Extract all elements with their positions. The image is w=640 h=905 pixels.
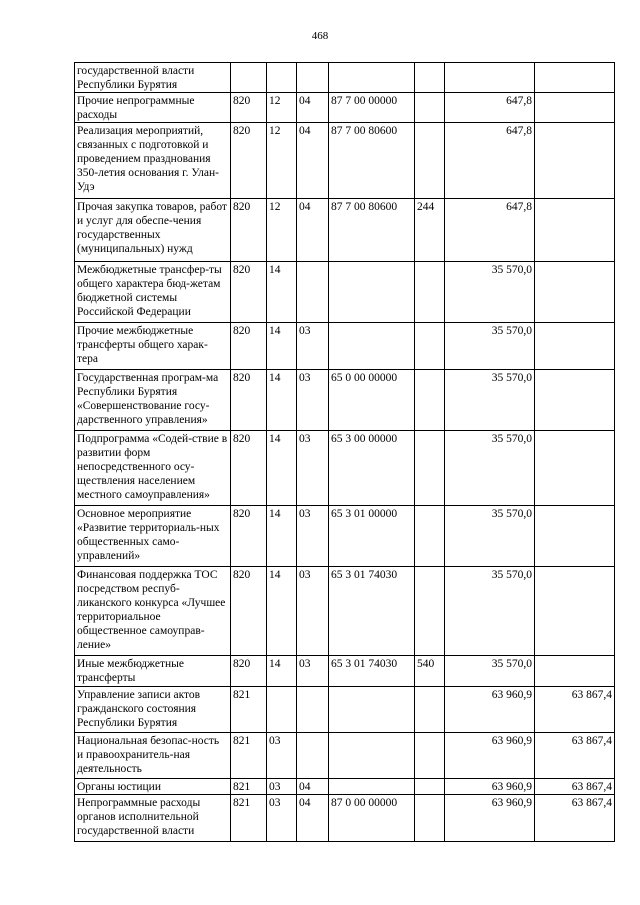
section-code-cell: 12 xyxy=(267,199,297,262)
amount-year-1-cell: 35 570,0 xyxy=(445,506,535,567)
expense-type-code-cell xyxy=(415,63,445,93)
expense-type-code-cell xyxy=(415,370,445,431)
expense-name-cell: Реализация мероприятий, связанных с подготовкой и проведением празднования 350-летия основания г. Улан-Удэ xyxy=(75,123,231,199)
subsection-code-cell: 04 xyxy=(297,779,329,795)
target-item-code-cell xyxy=(329,262,415,323)
amount-year-2-cell xyxy=(535,93,615,123)
amount-year-1-cell: 647,8 xyxy=(445,93,535,123)
ministry-code-cell: 821 xyxy=(231,795,267,842)
expense-name-cell: Иные межбюджетные трансферты xyxy=(75,656,231,687)
ministry-code-cell: 820 xyxy=(231,370,267,431)
ministry-code-cell: 820 xyxy=(231,262,267,323)
target-item-code-cell xyxy=(329,63,415,93)
subsection-code-cell: 04 xyxy=(297,93,329,123)
section-code-cell xyxy=(267,687,297,733)
subsection-code-cell: 03 xyxy=(297,567,329,656)
section-code-cell: 14 xyxy=(267,262,297,323)
section-code-cell: 03 xyxy=(267,795,297,842)
table-row xyxy=(75,63,615,93)
expense-type-code-cell xyxy=(415,687,445,733)
amount-year-2-cell xyxy=(535,199,615,262)
table-row xyxy=(75,323,615,370)
section-code-cell: 14 xyxy=(267,506,297,567)
target-item-code-cell: 87 7 00 00000 xyxy=(329,93,415,123)
amount-year-2-cell xyxy=(535,323,615,370)
amount-year-1-cell: 35 570,0 xyxy=(445,370,535,431)
amount-year-2-cell xyxy=(535,567,615,656)
ministry-code-cell: 820 xyxy=(231,656,267,687)
table-row xyxy=(75,93,615,123)
table-row xyxy=(75,370,615,431)
subsection-code-cell xyxy=(297,733,329,779)
amount-year-2-cell: 63 867,4 xyxy=(535,687,615,733)
amount-year-1-cell: 35 570,0 xyxy=(445,323,535,370)
ministry-code-cell: 821 xyxy=(231,733,267,779)
target-item-code-cell xyxy=(329,323,415,370)
section-code-cell xyxy=(267,63,297,93)
expense-type-code-cell xyxy=(415,323,445,370)
expense-type-code-cell xyxy=(415,431,445,506)
table-row xyxy=(75,779,615,795)
table-row xyxy=(75,656,615,687)
amount-year-2-cell: 63 867,4 xyxy=(535,733,615,779)
amount-year-1-cell: 647,8 xyxy=(445,199,535,262)
target-item-code-cell: 65 3 01 74030 xyxy=(329,567,415,656)
amount-year-2-cell: 63 867,4 xyxy=(535,795,615,842)
table-row xyxy=(75,733,615,779)
ministry-code-cell: 820 xyxy=(231,431,267,506)
table-row xyxy=(75,795,615,842)
table-row xyxy=(75,687,615,733)
target-item-code-cell: 65 3 00 00000 xyxy=(329,431,415,506)
amount-year-2-cell xyxy=(535,262,615,323)
expense-type-code-cell xyxy=(415,567,445,656)
amount-year-2-cell xyxy=(535,656,615,687)
expense-type-code-cell xyxy=(415,123,445,199)
section-code-cell: 03 xyxy=(267,733,297,779)
section-code-cell: 12 xyxy=(267,123,297,199)
subsection-code-cell: 03 xyxy=(297,656,329,687)
amount-year-1-cell: 35 570,0 xyxy=(445,262,535,323)
expense-name-cell: Прочие непрограммные расходы xyxy=(75,93,231,123)
expense-type-code-cell xyxy=(415,795,445,842)
expense-name-cell: Основное мероприятие «Развитие территориаль-ных общественных само-управлений» xyxy=(75,506,231,567)
table-row xyxy=(75,199,615,262)
expense-type-code-cell xyxy=(415,93,445,123)
ministry-code-cell: 820 xyxy=(231,506,267,567)
amount-year-2-cell xyxy=(535,431,615,506)
target-item-code-cell: 87 7 00 80600 xyxy=(329,123,415,199)
expense-type-code-cell xyxy=(415,262,445,323)
expense-name-cell: Национальная безопас-ность и правоохранитель-ная деятельность xyxy=(75,733,231,779)
target-item-code-cell: 87 7 00 80600 xyxy=(329,199,415,262)
amount-year-1-cell: 35 570,0 xyxy=(445,567,535,656)
target-item-code-cell: 65 3 01 00000 xyxy=(329,506,415,567)
expense-name-cell: государственной власти Республики Бурятия xyxy=(75,63,231,93)
ministry-code-cell: 821 xyxy=(231,779,267,795)
ministry-code-cell: 820 xyxy=(231,323,267,370)
amount-year-2-cell: 63 867,4 xyxy=(535,779,615,795)
amount-year-1-cell: 647,8 xyxy=(445,123,535,199)
expense-name-cell: Государственная програм-ма Республики Бурятия «Совершенствование госу-дарственного управления» xyxy=(75,370,231,431)
amount-year-1-cell: 63 960,9 xyxy=(445,687,535,733)
section-code-cell: 14 xyxy=(267,567,297,656)
target-item-code-cell: 65 0 00 00000 xyxy=(329,370,415,431)
expense-name-cell: Межбюджетные трансфер-ты общего характера бюд-жетам бюджетной системы Российской Федерации xyxy=(75,262,231,323)
budget-table xyxy=(74,62,615,842)
subsection-code-cell: 04 xyxy=(297,123,329,199)
subsection-code-cell: 04 xyxy=(297,199,329,262)
expense-type-code-cell: 244 xyxy=(415,199,445,262)
subsection-code-cell: 03 xyxy=(297,370,329,431)
ministry-code-cell: 820 xyxy=(231,567,267,656)
expense-name-cell: Прочие межбюджетные трансферты общего харак-тера xyxy=(75,323,231,370)
expense-type-code-cell xyxy=(415,733,445,779)
section-code-cell: 14 xyxy=(267,323,297,370)
amount-year-1-cell: 63 960,9 xyxy=(445,795,535,842)
expense-type-code-cell xyxy=(415,779,445,795)
expense-type-code-cell: 540 xyxy=(415,656,445,687)
subsection-code-cell xyxy=(297,687,329,733)
target-item-code-cell: 87 0 00 00000 xyxy=(329,795,415,842)
ministry-code-cell: 820 xyxy=(231,199,267,262)
amount-year-2-cell xyxy=(535,370,615,431)
amount-year-1-cell: 63 960,9 xyxy=(445,733,535,779)
ministry-code-cell: 820 xyxy=(231,123,267,199)
amount-year-2-cell xyxy=(535,63,615,93)
page-number: 468 xyxy=(311,30,329,42)
section-code-cell: 14 xyxy=(267,370,297,431)
subsection-code-cell: 03 xyxy=(297,431,329,506)
subsection-code-cell: 03 xyxy=(297,323,329,370)
table-row xyxy=(75,262,615,323)
table-row xyxy=(75,567,615,656)
subsection-code-cell: 04 xyxy=(297,795,329,842)
expense-name-cell: Прочая закупка товаров, работ и услуг для обеспе-чения государственных (муниципальных) нужд xyxy=(75,199,231,262)
budget-table-body xyxy=(75,63,615,842)
section-code-cell: 03 xyxy=(267,779,297,795)
table-row xyxy=(75,431,615,506)
table-row xyxy=(75,123,615,199)
ministry-code-cell: 821 xyxy=(231,687,267,733)
target-item-code-cell xyxy=(329,733,415,779)
ministry-code-cell: 820 xyxy=(231,93,267,123)
amount-year-1-cell: 35 570,0 xyxy=(445,431,535,506)
expense-name-cell: Управление записи актов гражданского состояния Республики Бурятия xyxy=(75,687,231,733)
target-item-code-cell: 65 3 01 74030 xyxy=(329,656,415,687)
subsection-code-cell: 03 xyxy=(297,506,329,567)
section-code-cell: 12 xyxy=(267,93,297,123)
section-code-cell: 14 xyxy=(267,656,297,687)
target-item-code-cell xyxy=(329,687,415,733)
target-item-code-cell xyxy=(329,779,415,795)
expense-name-cell: Финансовая поддержка ТОС посредством респуб-ликанского конкурса «Лучшее территориальное общественное самоуправ-ление» xyxy=(75,567,231,656)
ministry-code-cell xyxy=(231,63,267,93)
amount-year-2-cell xyxy=(535,506,615,567)
expense-name-cell: Непрограммные расходы органов исполнительной государственной власти xyxy=(75,795,231,842)
section-code-cell: 14 xyxy=(267,431,297,506)
expense-type-code-cell xyxy=(415,506,445,567)
expense-name-cell: Органы юстиции xyxy=(75,779,231,795)
amount-year-2-cell xyxy=(535,123,615,199)
amount-year-1-cell xyxy=(445,63,535,93)
subsection-code-cell xyxy=(297,63,329,93)
subsection-code-cell xyxy=(297,262,329,323)
table-row xyxy=(75,506,615,567)
amount-year-1-cell: 35 570,0 xyxy=(445,656,535,687)
expense-name-cell: Подпрограмма «Содей-ствие в развитии форм непосредственного осу-ществления населением местного самоуправления» xyxy=(75,431,231,506)
amount-year-1-cell: 63 960,9 xyxy=(445,779,535,795)
